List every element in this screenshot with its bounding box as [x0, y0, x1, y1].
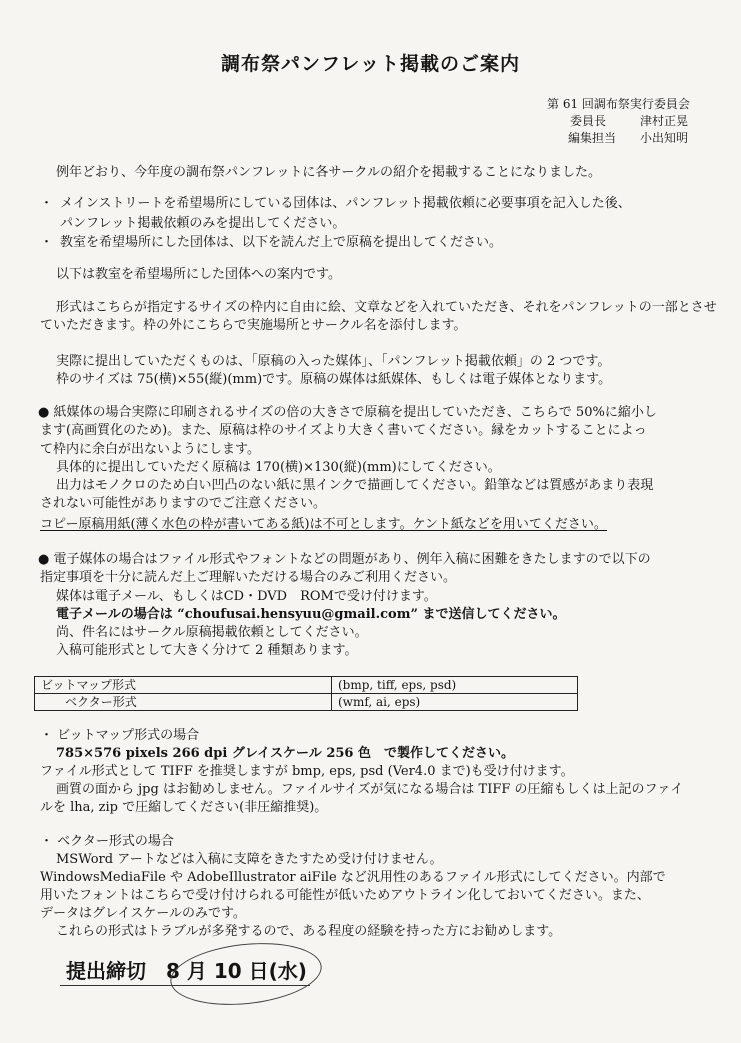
intro-text: 例年どおり、今年度の調布祭パンフレットに各サークルの紹介を掲載することになりました。: [56, 165, 601, 180]
table-cell: (wmf, ai, eps): [332, 694, 578, 711]
bitmap-heading: ・ ビットマップ形式の場合: [40, 728, 200, 743]
paper-line-4: 具体的に提出していただく原稿は 170(横)×130(縦)(mm)にしてください。: [56, 460, 501, 475]
classroom-intro: 以下は教室を希望場所にした団体への案内です。: [56, 267, 341, 282]
bullet-marker-1: ・: [40, 196, 54, 211]
bullet-text-1b: パンフレット掲載依頼のみを提出してください。: [60, 216, 346, 231]
header-editor-name: 小出知明: [640, 131, 689, 145]
header-editor-role: 編集担当: [568, 131, 617, 145]
vector-line-3: 用いたフォントはこちらで受け付けられる可能性が低いためアウトライン化しておいてください。また、: [40, 888, 650, 903]
electronic-line-3: 媒体は電子メール、もしくはCD・DVD ROMで受け付けます。: [56, 589, 437, 604]
electronic-line-4: 電子メールの場合は “choufusai.hensyuu@gmail.com” まで送信してください。: [56, 607, 566, 622]
vector-line-1: MSWord アートなどは入稿に支障をきたすため受け付けません。: [56, 852, 443, 867]
table-cell: ベクター形式: [35, 694, 332, 711]
electronic-line-2: 指定事項を十分に読んだ上ご理解いただける場合のみご利用ください。: [40, 570, 457, 585]
paper-line-3: て枠内に余白が出ないようにします。: [40, 442, 260, 457]
format-table: [34, 676, 578, 711]
paper-line-6: されない可能性がありますのでご注意ください。: [40, 496, 327, 511]
paper-line-1: ● 紙媒体の場合実際に印刷されるサイズの倍の大きさで原稿を提出していただき、こちらで 50%に縮小し: [38, 405, 657, 420]
table-row: [35, 677, 578, 694]
header-chair-name: 津村正晃: [640, 114, 689, 128]
vector-line-4: データはグレイスケールのみです。: [40, 906, 246, 921]
page-title: 調布祭パンフレット掲載のご案内: [220, 53, 521, 75]
table-row: [35, 694, 578, 711]
bitmap-line-4: ルを lha, zip で圧縮してください(非圧縮推奨)。: [40, 800, 328, 815]
handwritten-circle: [167, 936, 324, 1012]
bullet-marker-2: ・: [40, 235, 54, 250]
table-cell: ビットマップ形式: [35, 677, 332, 694]
format-para-line-1: 形式はこちらが指定するサイズの枠内に自由に絵、文章などを入れていただき、それをパンフレットの一部とさせ: [56, 300, 717, 315]
electronic-line-1: ● 電子媒体の場合はファイル形式やフォントなどの問題があり、例年入稿に困難をきたしますので以下の: [38, 552, 651, 567]
vector-line-2: WindowsMediaFile や AdobeIllustrator aiFile など汎用性のあるファイル形式にしてください。内部で: [40, 870, 666, 885]
vector-heading: ・ ベクター形式の場合: [40, 834, 174, 849]
electronic-line-6: 入稿可能形式として大きく分けて 2 種類あります。: [56, 643, 358, 658]
bullet-text-2: 教室を希望場所にした団体は、以下を読んだ上で原稿を提出してください。: [60, 235, 503, 250]
table-cell: (bmp, tiff, eps, psd): [332, 677, 578, 694]
format-para-line-2: ていただきます。枠の外にこちらで実施場所とサークル名を添付します。: [40, 318, 467, 333]
vector-line-5: これらの形式はトラブルが多発するので、ある程度の経験を持った方にお勧めします。: [56, 924, 562, 939]
header-chair-role: 委員長: [570, 114, 607, 128]
submit-para-line-1: 実際に提出していただくものは、「原稿の入った媒体」、「パンフレット掲載依頼」の 2 つです。: [56, 354, 611, 369]
bitmap-line-1: 785×576 pixels 266 dpi グレイスケール 256 色 で製作してください。: [56, 746, 514, 761]
electronic-line-5: 尚、件名にはサークル原稿掲載依頼としてください。: [56, 625, 368, 640]
paper-line-2: ます(高画質化のため)。また、原稿は枠のサイズより大きく書いてください。縁をカットすることによっ: [40, 423, 647, 438]
header-org: 第 61 回調布祭実行委員会: [547, 97, 690, 111]
bitmap-line-3: 画質の面から jpg はお勧めしません。ファイルサイズが気になる場合は TIFF の圧縮もしくは上記のファイ: [56, 782, 684, 797]
deadline-text: 提出締切 8 月 10 日(水): [66, 959, 307, 983]
submit-para-line-2: 枠のサイズは 75(横)×55(縦)(mm)です。原稿の媒体は紙媒体、もしくは電子媒体となります。: [56, 372, 612, 387]
bitmap-line-2: ファイル形式として TIFF を推奨しますが bmp, eps, psd (Ver4.0 まで)も受け付けます。: [40, 764, 574, 779]
paper-line-7: コピー原稿用紙(薄く水色の枠が書いてある紙)は不可とします。ケント紙などを用いてください。: [40, 517, 607, 532]
paper-line-5: 出力はモノクロのため白い凹凸のない紙に黒インクで描画してください。鉛筆などは質感があまり表現: [56, 478, 654, 493]
bullet-text-1: メインストリートを希望場所にしている団体は、パンフレット掲載依頼に必要事項を記入した後、: [60, 196, 631, 211]
